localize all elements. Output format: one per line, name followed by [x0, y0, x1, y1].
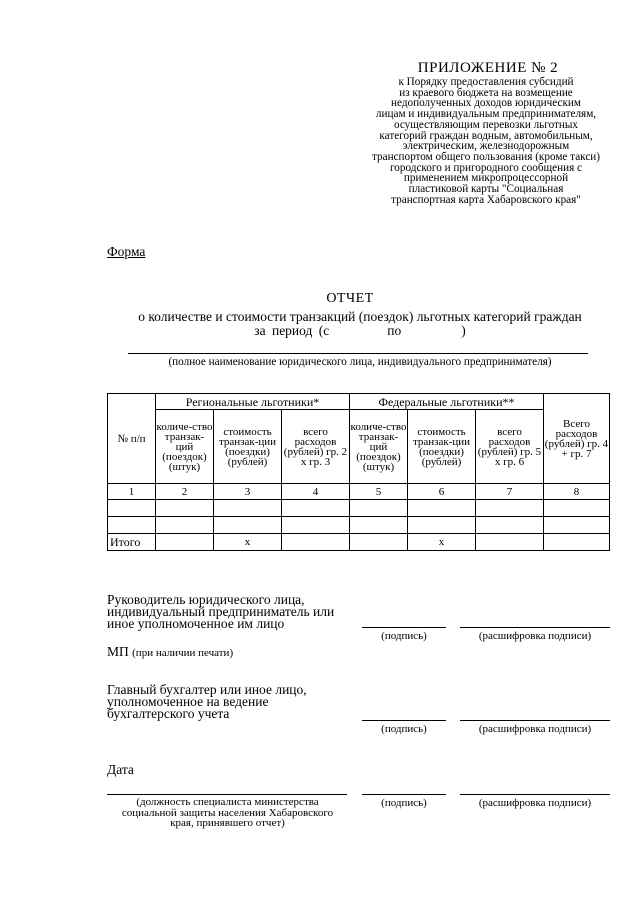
head-signatory-label: Руководитель юридического лица, индивидуальный предприниматель или иное уполномоченное им лицо: [107, 592, 335, 631]
head-signature-line[interactable]: [362, 627, 446, 628]
header-federal: Федеральные льготники**: [350, 394, 544, 410]
entity-caption: (полное наименование юридического лица, индивидуального предпринимателя): [168, 356, 552, 368]
header-reg-cost: стоимость транзак-ции (поездки) (рублей): [214, 410, 282, 484]
total-c3: х: [214, 534, 282, 551]
header-total: Всего расходов (рублей) гр. 4 + гр. 7: [544, 394, 610, 484]
head-decode-line[interactable]: [460, 627, 610, 628]
head-sign-caption: (подпись): [381, 630, 427, 642]
accountant-signature-line[interactable]: [362, 720, 446, 721]
appendix-title: ПРИЛОЖЕНИЕ № 2: [417, 60, 559, 76]
header-fed-cost: стоимость транзак-ции (поездки) (рублей): [408, 410, 476, 484]
header-regional: Региональные льготники*: [156, 394, 350, 410]
table-row[interactable]: [108, 500, 610, 517]
table-row[interactable]: [108, 517, 610, 534]
report-title: ОТЧЕТ: [326, 291, 374, 306]
header-fed-total: всего расходов (рублей) гр. 5 х гр. 6: [476, 410, 544, 484]
date-label: Дата: [107, 762, 134, 777]
accountant-decode-caption: (расшифровка подписи): [478, 723, 592, 735]
col-number: 4: [282, 484, 350, 500]
official-caption: (должность специалиста министерства социальной защиты населения Хабаровского края, принявшего отчет): [121, 796, 334, 829]
header-reg-count: количе-ство транзак-ций (поездок) (штук): [156, 410, 214, 484]
entity-name-line[interactable]: [128, 353, 588, 354]
report-table: [107, 393, 610, 551]
head-decode-caption: (расшифровка подписи): [478, 630, 592, 642]
form-label: Форма: [107, 244, 146, 259]
column-numbers-row: [108, 484, 610, 500]
col-number: 2: [156, 484, 214, 500]
total-c6: х: [408, 534, 476, 551]
total-label: Итого: [108, 534, 156, 551]
seal-label: МП (при наличии печати): [107, 644, 234, 659]
col-number: 5: [350, 484, 408, 500]
col-number: 6: [408, 484, 476, 500]
official-signature-line[interactable]: [362, 794, 446, 795]
official-decode-caption: (расшифровка подписи): [478, 797, 592, 809]
col-number: 1: [108, 484, 156, 500]
header-num: № п/п: [108, 394, 156, 484]
header-reg-total: всего расходов (рублей) гр. 2 х гр. 3: [282, 410, 350, 484]
accountant-sign-caption: (подпись): [381, 723, 427, 735]
appendix-description: к Порядку предоставления субсидий из краевого бюджета на возмещение недополученных доходов юридическим лицам и индивидуальным предпринимателям, осуществляющим перевозки льготных категорий граждан водным, автомобильным, электрическим, железнодорожным транспортом общего пользования (кроме такси) городского и пригородного сообщения с применением микропроцессорной пластиковой карты "Социальная транспортная карта Хабаровского края": [371, 76, 600, 206]
col-number: 8: [544, 484, 610, 500]
report-period: за период (с по ): [254, 323, 466, 338]
total-row: [108, 534, 610, 551]
col-number: 3: [214, 484, 282, 500]
official-sign-caption: (подпись): [381, 797, 427, 809]
official-decode-line[interactable]: [460, 794, 610, 795]
report-subtitle: о количестве и стоимости транзакций (поездок) льготных категорий граждан: [138, 309, 582, 324]
official-position-line[interactable]: [107, 794, 347, 795]
accountant-label: Главный бухгалтер или иное лицо, уполномоченное на ведение бухгалтерского учета: [107, 682, 307, 721]
col-number: 7: [476, 484, 544, 500]
accountant-decode-line[interactable]: [460, 720, 610, 721]
header-fed-count: количе-ство транзак-ций (поездок) (штук): [350, 410, 408, 484]
